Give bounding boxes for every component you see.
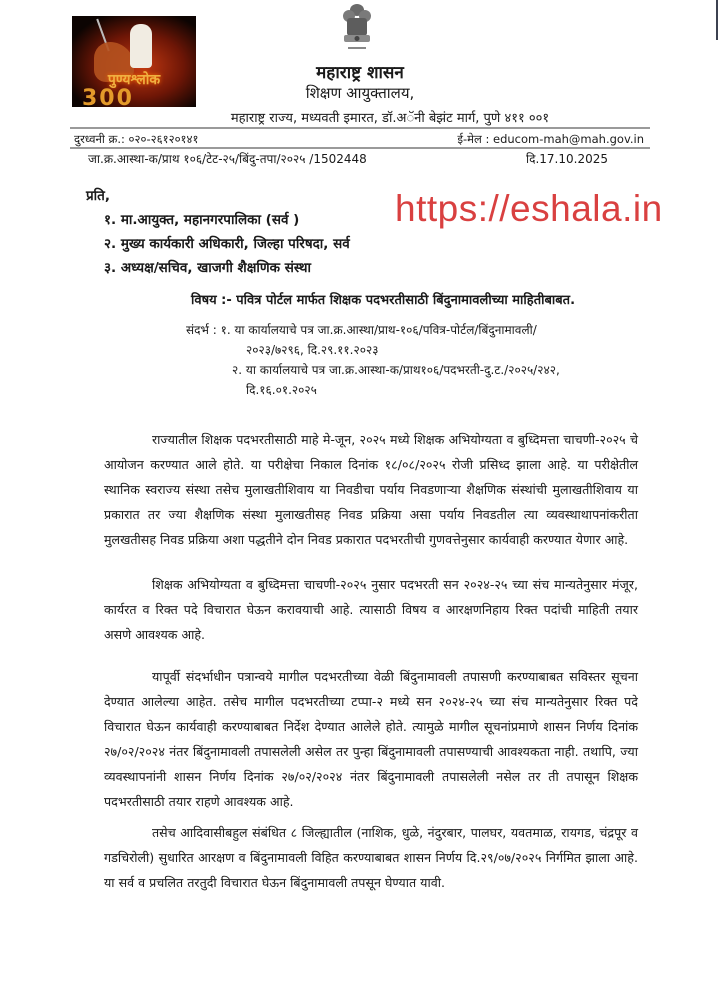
- header-divider-bottom: [70, 147, 650, 149]
- logo-number: 300: [82, 86, 134, 107]
- body-paragraph-1: [104, 427, 638, 552]
- letter-subject: विषय :- पवित्र पोर्टल मार्फत शिक्षक पदभरतीसाठी बिंदुनामावलीच्या माहितीबाबत.: [191, 293, 576, 308]
- body-paragraph-2: [104, 572, 638, 647]
- office-address: महाराष्ट्र राज्य, मध्यवती इमारत, डॉ.अॅनी बेझंट मार्ग, पुणे ४११ ००१: [230, 111, 550, 126]
- paragraph-text: यापूर्वी संदर्भाधीन पत्रान्वये मागील पदभरतीच्या वेळी बिंदुनामावली तपासणी करण्याबाबत सविस्तर सूचना देण्यात आलेल्या आहेत. तसेच मागील पदभरतीच्या टप्पा-२ मध्ये सन २०२४-२५ च्या संच मान्यतेनुसार रिक्त पदे विचारात घेऊन कार्यवाही करण्याबाबत निर्देश देण्यात आलेले होते. त्यामुळे मागील सूचनांप्रमाणे शासन निर्णय दिनांक २७/०२/२०२४ नंतर बिंदुनामावली तपासलेली असेल तर पुन्हा बिंदुनामावली तपासण्याची आवश्यकता नाही. तथापि, ज्या व्यवस्थापनांनी शासन निर्णय दिनांक २७/०२/२०२४ नंतर बिंदुनामावली तपासलेली नसेल तर ती तपासून शिक्षक पदभरतीसाठी तयार राहणे आवश्यक आहे.: [104, 669, 638, 809]
- reference-1: संदर्भ : १. या कार्यालयाचे पत्र जा.क्र.आस्था/प्राथ-१०६/पवित्र-पोर्टल/बिंदुनामावली/: [186, 323, 537, 337]
- header-divider-top: [70, 127, 650, 129]
- reference-2-cont: दि.१६.०१.२०२५: [246, 383, 317, 397]
- reference-1-cont: २०२३/७२९६, दि.२९.११.२०२३: [246, 343, 379, 357]
- references-block: [186, 320, 656, 400]
- state-emblem-icon: [338, 2, 376, 54]
- logo-title: पुण्यश्लोक: [107, 72, 161, 88]
- reference-row: [88, 150, 608, 167]
- office-name: शिक्षण आयुक्तालय,: [305, 84, 415, 102]
- body-paragraph-3: [104, 664, 638, 814]
- recipient-item: ३. अध्यक्ष/सचिव, खाजगी शैक्षणिक संस्था: [104, 260, 311, 276]
- contact-row: [74, 132, 644, 147]
- reference-2: २. या कार्यालयाचे पत्र जा.क्र.आस्था-क/प्राथ१०६/पदभरती-दु.ट./२०२५/२४२,: [232, 363, 560, 377]
- email-address: ई-मेल : educom-mah@mah.gov.in: [457, 132, 644, 146]
- paragraph-text: राज्यातील शिक्षक पदभरतीसाठी माहे मे-जून, २०२५ मध्ये शिक्षक अभियोग्यता व बुध्दिमत्ता चाचणी-२०२५ चे आयोजन करण्यात आले होते. या परीक्षेचा निकाल दिनांक १८/०८/२०२५ रोजी प्रसिध्द झाला आहे. या परीक्षेतील स्थानिक स्वराज्य संस्था तसेच मुलाखतीशिवाय या निवडीचा पर्याय निवडणाऱ्या शैक्षणिक संस्थांची मुलाखतीशिवाय या प्रकारात तर ज्या शैक्षणिक संस्था मुलाखतीसह निवड प्रक्रिया असा पर्याय निवडतील त्या व्यवस्थाथापनांकरीता मुलखतीसह निवड प्रक्रिया अशा पद्धतीने दोन निवड प्रकारात पदभरतीची गुणवत्तेनुसार कार्यवाही करण्यात येणार आहे.: [104, 432, 638, 547]
- letter-number: जा.क्र.आस्था-क/प्राथ १०६/टेट-२५/बिंदु-तपा/२०२५ /1502448: [88, 152, 367, 166]
- recipient-item: १. मा.आयुक्त, महानगरपालिका (सर्व ): [104, 212, 300, 228]
- government-name: महाराष्ट्र शासन: [316, 63, 404, 83]
- watermark-url: https://eshala.in: [395, 188, 663, 229]
- paragraph-text: शिक्षक अभियोग्यता व बुध्दिमत्ता चाचणी-२०२५ नुसार पदभरती सन २०२४-२५ च्या संच मान्यतेनुसार मंजूर, कार्यरत व रिक्त पदे विचारात घेऊन करावयाची आहे. त्यासाठी विषय व आरक्षणनिहाय रिक्त पदांची माहिती तयार असणे आवश्यक आहे.: [104, 577, 638, 642]
- paragraph-text: तसेच आदिवासीबहुल संबंधित ८ जिल्ह्यातील (नाशिक, धुळे, नंदुरबार, पालघर, यवतमाळ, रायगड, चंद्रपूर व गडचिरोली) सुधारित आरक्षण व बिंदुनामावली विहित करण्याबाबत शासन निर्णय दि.२९/०७/२०२५ निर्गमित झाला आहे. या सर्व व प्रचलित तरतुदी विचारात घेऊन बिंदुनामावली तपसून घेण्यात यावी.: [104, 825, 638, 890]
- phone-number: दुरध्वनी क्र.: ०२०-२६१२०१४१: [74, 132, 199, 146]
- recipients-block: [86, 184, 350, 280]
- page-edge-mark: [716, 0, 718, 40]
- letter-date: दि.17.10.2025: [525, 152, 608, 166]
- recipient-item: २. मुख्य कार्यकारी अधिकारी, जिल्हा परिषदा, सर्व: [104, 236, 350, 252]
- body-paragraph-4: [104, 820, 638, 895]
- recipients-heading: प्रति,: [86, 188, 111, 204]
